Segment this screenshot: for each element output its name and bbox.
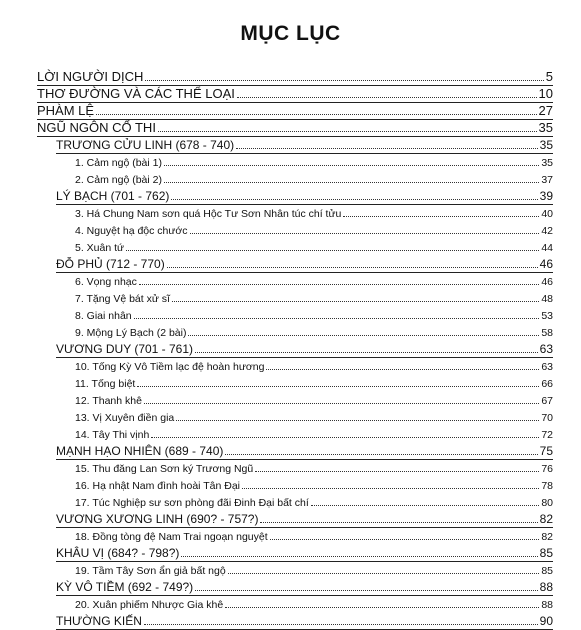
toc-page-number: 37 — [541, 174, 553, 186]
dot-leader — [167, 267, 538, 268]
toc-page-number: 48 — [541, 293, 553, 305]
dot-leader — [228, 573, 540, 574]
toc-author-row — [56, 341, 553, 356]
toc-poem-row — [75, 324, 553, 339]
dot-leader — [225, 454, 537, 455]
dot-leader — [171, 199, 537, 200]
toc-poem-row — [75, 392, 553, 407]
toc-page-number: 82 — [539, 512, 553, 526]
dot-leader — [137, 386, 539, 387]
toc-section-row — [37, 120, 553, 135]
toc-entry-title: 13. Vị Xuyên điền gia — [75, 412, 175, 424]
dot-leader — [188, 335, 539, 336]
toc-page-number: 58 — [541, 327, 553, 339]
toc-page-number: 39 — [539, 189, 553, 203]
toc-entry-title: 17. Túc Nghiệp sư sơn phòng đãi Đinh Đại bất chí — [75, 497, 309, 509]
dot-leader — [145, 80, 543, 81]
toc-page-number: 5 — [545, 69, 553, 84]
toc-entry-title: PHÀM LỆ — [37, 103, 95, 118]
toc-poem-row — [75, 239, 553, 254]
toc-entry-title: 9. Mộng Lý Bạch (2 bài) — [75, 327, 187, 339]
toc-poem-row — [75, 222, 553, 237]
toc-entry-title: 20. Xuân phiếm Nhược Gia khê — [75, 599, 224, 611]
toc-page-number: 88 — [541, 599, 553, 611]
toc-section-row — [37, 86, 553, 101]
toc-poem-row — [75, 205, 553, 220]
dot-leader — [164, 182, 539, 183]
toc-entry-title: ĐỖ PHỦ (712 - 770) — [56, 257, 165, 271]
toc-poem-row — [75, 460, 553, 475]
toc-entry-title: VƯƠNG XƯƠNG LINH (690? - 757?) — [56, 512, 259, 526]
toc-entry-title: KHÂU VỊ (684? - 798?) — [56, 546, 180, 560]
dot-leader — [195, 590, 537, 591]
dot-leader — [181, 556, 537, 557]
toc-author-row — [56, 545, 553, 560]
toc-poem-row — [75, 171, 553, 186]
toc-poem-row — [75, 409, 553, 424]
toc-entry-title: 2. Cảm ngộ (bài 2) — [75, 174, 162, 186]
dot-leader — [144, 403, 539, 404]
toc-author-row — [56, 613, 553, 628]
dot-leader — [126, 250, 539, 251]
toc-entry-title: VƯƠNG DUY (701 - 761) — [56, 342, 194, 356]
toc-page-number: 35 — [541, 157, 553, 169]
toc-entry-title: 11. Tống biệt — [75, 378, 136, 390]
dot-leader — [151, 437, 539, 438]
toc-page-number: 76 — [541, 463, 553, 475]
toc-entry-title: 5. Xuân tứ — [75, 242, 125, 254]
toc-page-number: 78 — [541, 480, 553, 492]
toc-page-number: 90 — [539, 614, 553, 628]
toc-entry-title: LÝ BẠCH (701 - 762) — [56, 189, 170, 203]
toc-entry-title: 12. Thanh khê — [75, 395, 142, 407]
toc-page-number: 82 — [541, 531, 553, 543]
toc-author-row — [56, 511, 553, 526]
toc-entry-title: 4. Nguyệt hạ độc chước — [75, 225, 188, 237]
dot-leader — [164, 165, 539, 166]
toc-page-number: 40 — [541, 208, 553, 220]
toc-entry-title: TRƯƠNG CỬU LINH (678 - 740) — [56, 138, 235, 152]
toc-author-row — [56, 443, 553, 458]
dot-leader — [144, 624, 538, 625]
toc-poem-row — [75, 596, 553, 611]
toc-entry-title: MẠNH HẠO NHIÊN (689 - 740) — [56, 444, 224, 458]
toc-page-number: 88 — [539, 580, 553, 594]
toc-page-number: 27 — [538, 103, 553, 118]
dot-leader — [270, 539, 540, 540]
toc-page-number: 66 — [541, 378, 553, 390]
toc-entry-title: 19. Tầm Tây Sơn ẩn giả bất ngộ — [75, 565, 226, 577]
toc-section-row — [37, 103, 553, 118]
dot-leader — [158, 131, 537, 132]
toc-page-number: 67 — [541, 395, 553, 407]
toc-poem-row — [75, 273, 553, 288]
toc-poem-row — [75, 477, 553, 492]
toc-entry-title: THƠ ĐƯỜNG VÀ CÁC THỂ LOẠI — [37, 86, 235, 101]
dot-leader — [195, 352, 538, 353]
toc-section-row — [37, 69, 553, 84]
dot-leader — [225, 607, 539, 608]
toc-author-row — [56, 256, 553, 271]
toc-entry-title: 10. Tống Kỳ Vô Tiềm lạc đệ hoàn hương — [75, 361, 265, 373]
toc-page-number: 63 — [539, 342, 553, 356]
toc-author-row — [56, 137, 553, 152]
toc-page-number: 46 — [541, 276, 553, 288]
toc-poem-row — [75, 307, 553, 322]
page-title: MỤC LỤC — [240, 22, 341, 45]
dot-leader — [242, 488, 539, 489]
toc-page-number: 85 — [541, 565, 553, 577]
toc-entry-title: KỲ VÔ TIỀM (692 - 749?) — [56, 580, 194, 594]
toc-page-number: 10 — [538, 86, 553, 101]
toc-page-number: 80 — [541, 497, 553, 509]
toc-poem-row — [75, 358, 553, 373]
toc-entry-title: 16. Hạ nhật Nam đình hoài Tân Đại — [75, 480, 240, 492]
toc-entry-title: LỜI NGƯỜI DỊCH — [37, 69, 144, 84]
toc-page-number: 44 — [541, 242, 553, 254]
toc-page-number: 42 — [541, 225, 553, 237]
dot-leader — [176, 420, 539, 421]
toc-poem-row — [75, 426, 553, 441]
toc-poem-row — [75, 375, 553, 390]
dot-leader — [139, 284, 539, 285]
dot-leader — [311, 505, 540, 506]
dot-leader — [236, 148, 537, 149]
dot-leader — [190, 233, 540, 234]
dot-leader — [260, 522, 537, 523]
toc-author-row — [56, 579, 553, 594]
toc-poem-row — [75, 494, 553, 509]
dot-leader — [343, 216, 539, 217]
toc-entry-title: 14. Tây Thi vịnh — [75, 429, 150, 441]
toc-page-number: 85 — [539, 546, 553, 560]
toc-entry-title: 15. Thu đăng Lan Sơn ký Trương Ngũ — [75, 463, 254, 475]
toc-entry-title: 8. Giai nhân — [75, 310, 132, 322]
dot-leader — [255, 471, 539, 472]
toc-entry-title: 1. Cảm ngộ (bài 1) — [75, 157, 162, 169]
toc-entry-title: NGŨ NGÔN CỔ THI — [37, 120, 156, 135]
toc-poem-row — [75, 154, 553, 169]
dot-leader — [266, 369, 539, 370]
toc-page-number: 75 — [539, 444, 553, 458]
toc-page-number: 46 — [539, 257, 553, 271]
toc-page-number: 72 — [541, 429, 553, 441]
toc-page-number: 35 — [539, 138, 553, 152]
dot-leader — [96, 114, 536, 115]
toc-author-row — [56, 188, 553, 203]
dot-leader — [172, 301, 539, 302]
toc-entry-title: 7. Tặng Vệ bát xử sĩ — [75, 293, 170, 305]
toc-poem-row — [75, 528, 553, 543]
toc-page-number: 70 — [541, 412, 553, 424]
toc-entry-title: 18. Đồng tòng đệ Nam Trai ngoạn nguyệt — [75, 531, 268, 543]
toc-entry-title: 6. Vọng nhạc — [75, 276, 137, 288]
toc-page-number: 35 — [538, 120, 553, 135]
toc-page-number: 63 — [541, 361, 553, 373]
toc-poem-row — [75, 290, 553, 305]
dot-leader — [134, 318, 540, 319]
toc-entry-title: THƯỜNG KIẾN — [56, 614, 142, 628]
dot-leader — [237, 97, 537, 98]
toc-entry-title: 3. Há Chung Nam sơn quá Hộc Tư Sơn Nhân túc chí tửu — [75, 208, 342, 220]
toc-page-number: 53 — [541, 310, 553, 322]
toc-poem-row — [75, 562, 553, 577]
